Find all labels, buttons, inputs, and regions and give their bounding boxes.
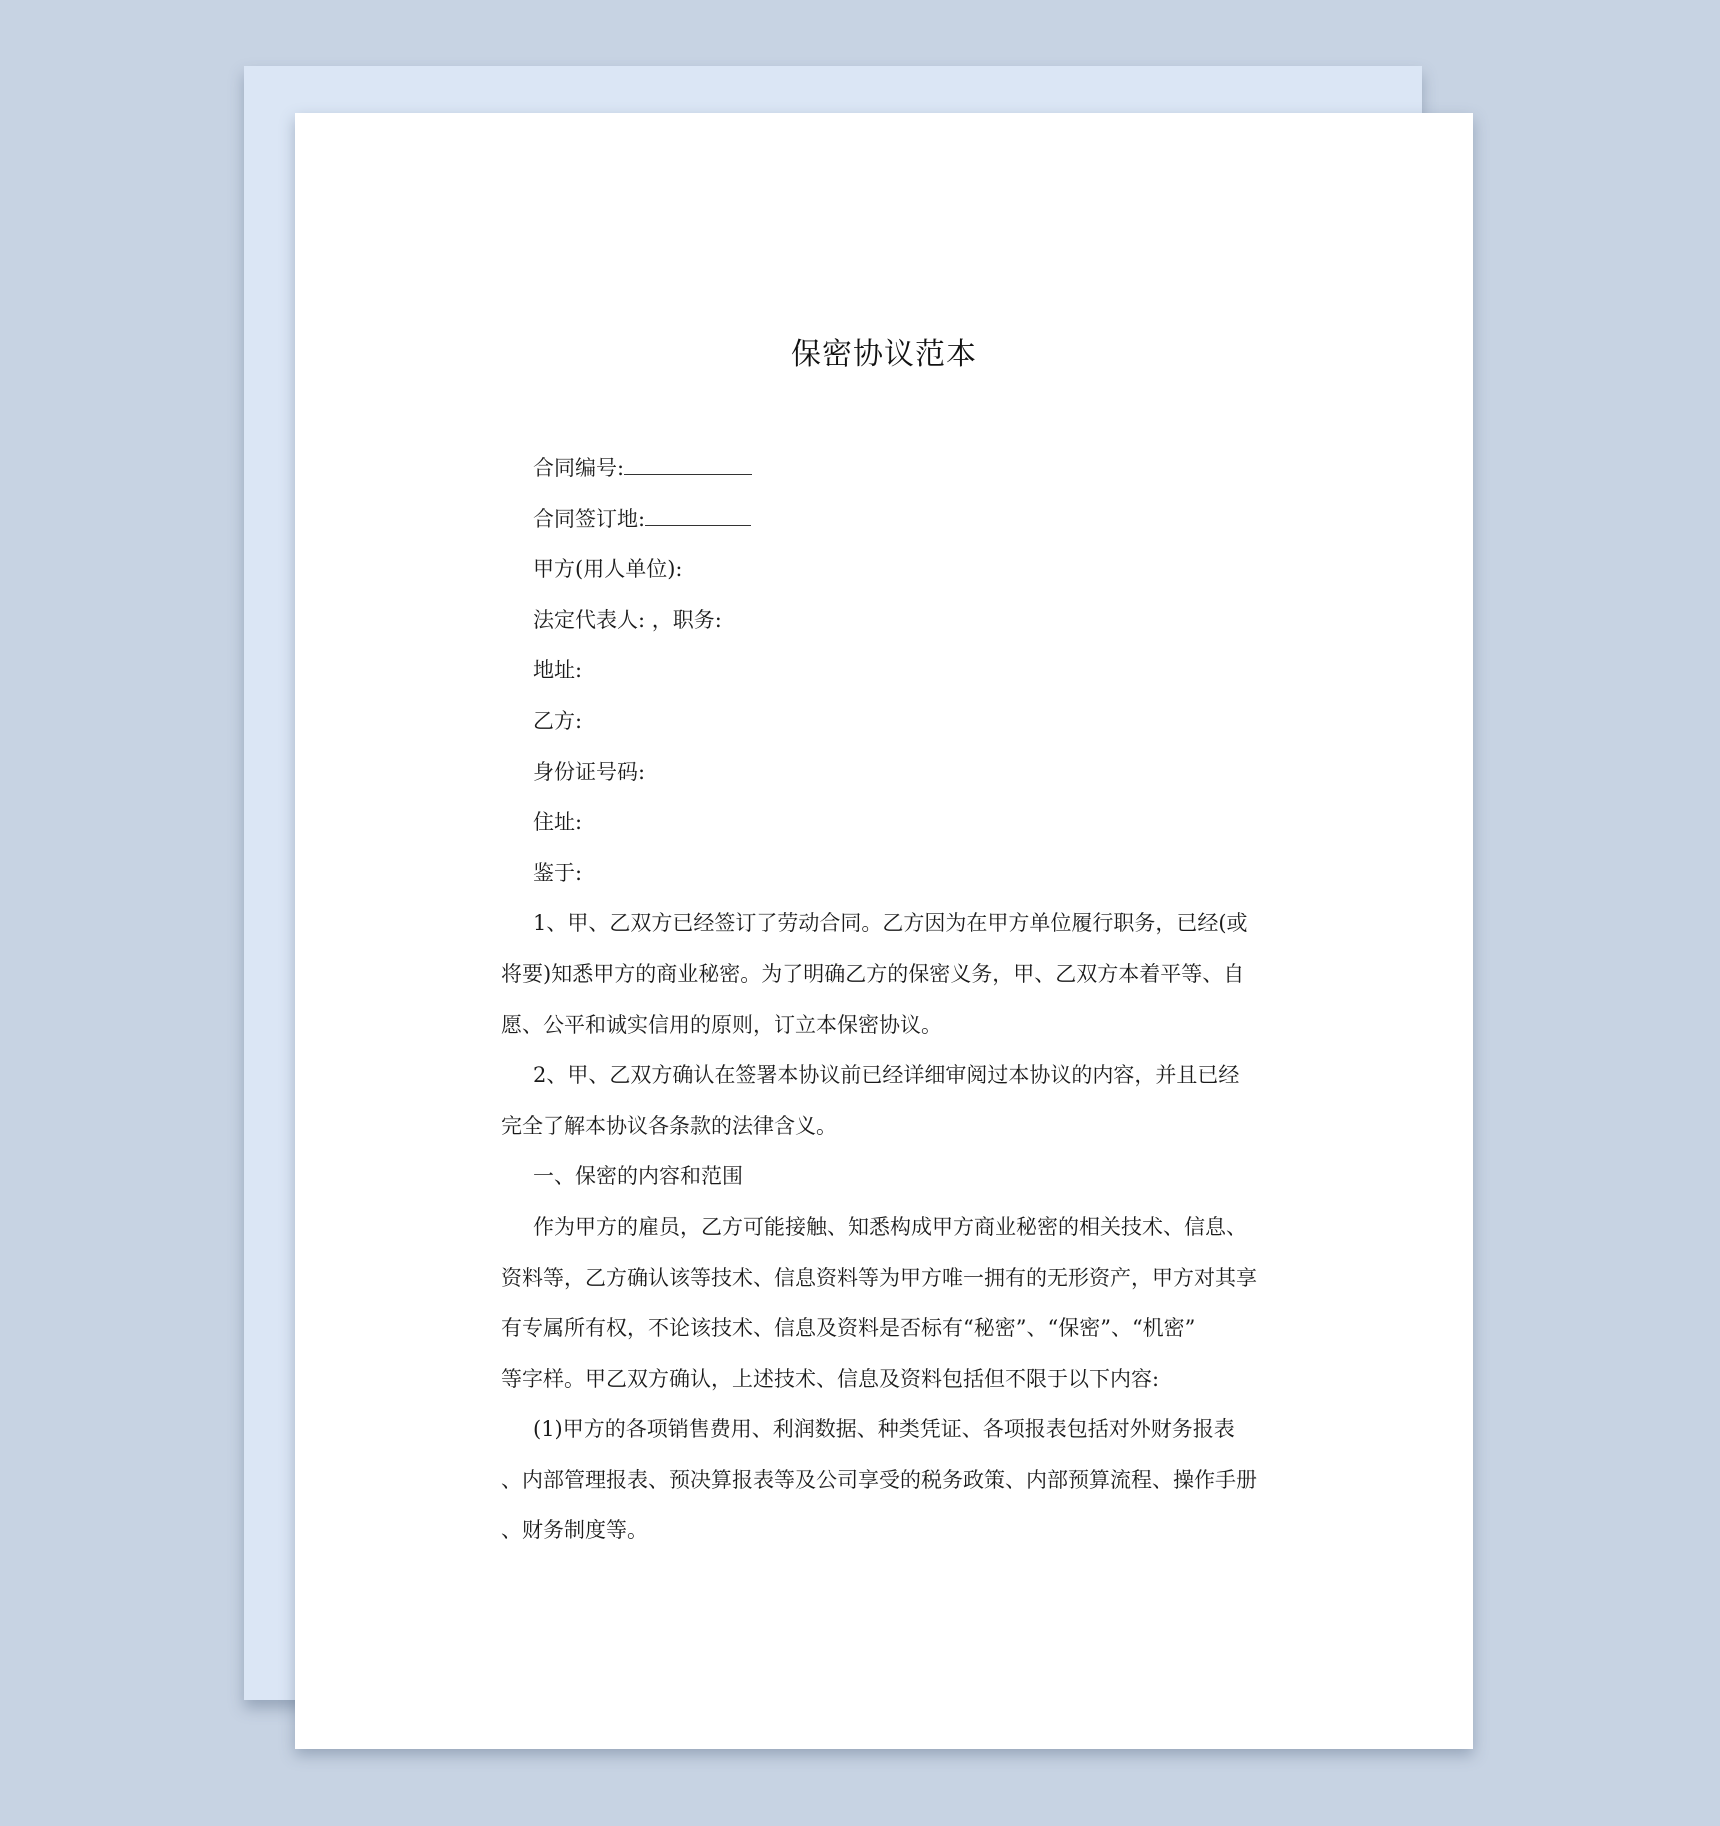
paragraph-4-line: 、内部管理报表、预决算报表等及公司享受的税务政策、内部预算流程、操作手册 [501,1467,1257,1492]
party-b-line: 乙方: [533,708,583,733]
document-page [295,113,1473,1749]
residence-line: 住址: [533,810,583,835]
contract-place-blank [645,505,751,526]
paragraph-3-line: 资料等，乙方确认该等技术、信息资料等为甲方唯一拥有的无形资产，甲方对其享 [501,1265,1257,1290]
contract-number-blank [624,454,752,475]
paragraph-2-line: 2、甲、乙双方确认在签署本协议前已经详细审阅过本协议的内容，并且已经 [533,1063,1240,1088]
contract-number-line [501,443,1241,494]
document-title: 保密协议范本 [791,337,977,372]
paragraph-1-line: 1、甲、乙双方已经签订了劳动合同。乙方因为在甲方单位履行职务，已经(或 [533,911,1248,936]
paragraph-4-line: 、财务制度等。 [501,1518,648,1543]
legal-representative-line: 法定代表人: ，职务: [533,607,722,632]
paragraph-1-line: 愿、公平和诚实信用的原则，订立本保密协议。 [501,1012,942,1037]
paragraph-1-line: 将要)知悉甲方的商业秘密。为了明确乙方的保密义务，甲、乙双方本着平等、自 [501,961,1245,986]
paragraph-2-line: 完全了解本协议各条款的法律含义。 [501,1113,837,1138]
contract-place-label: 合同签订地: [533,506,646,531]
contract-place-line [501,494,1241,545]
paragraph-3-line: 有专属所有权，不论该技术、信息及资料是否标有“秘密”、“保密”、“机密” [501,1316,1196,1341]
paragraph-3-line: 等字样。甲乙双方确认，上述技术、信息及资料包括但不限于以下内容: [501,1366,1160,1391]
party-a-line: 甲方(用人单位): [533,557,683,582]
section-1-heading: 一、保密的内容和范围 [533,1164,743,1189]
address-line: 地址: [533,658,583,683]
document-body [501,443,1257,1556]
paragraph-4-line: (1)甲方的各项销售费用、利润数据、种类凭证、各项报表包括对外财务报表 [533,1417,1235,1442]
whereas-line: 鉴于: [533,860,583,885]
paragraph-3-line: 作为甲方的雇员，乙方可能接触、知悉构成甲方商业秘密的相关技术、信息、 [533,1214,1247,1239]
contract-number-label: 合同编号: [533,456,625,480]
id-number-line: 身份证号码: [533,759,646,784]
